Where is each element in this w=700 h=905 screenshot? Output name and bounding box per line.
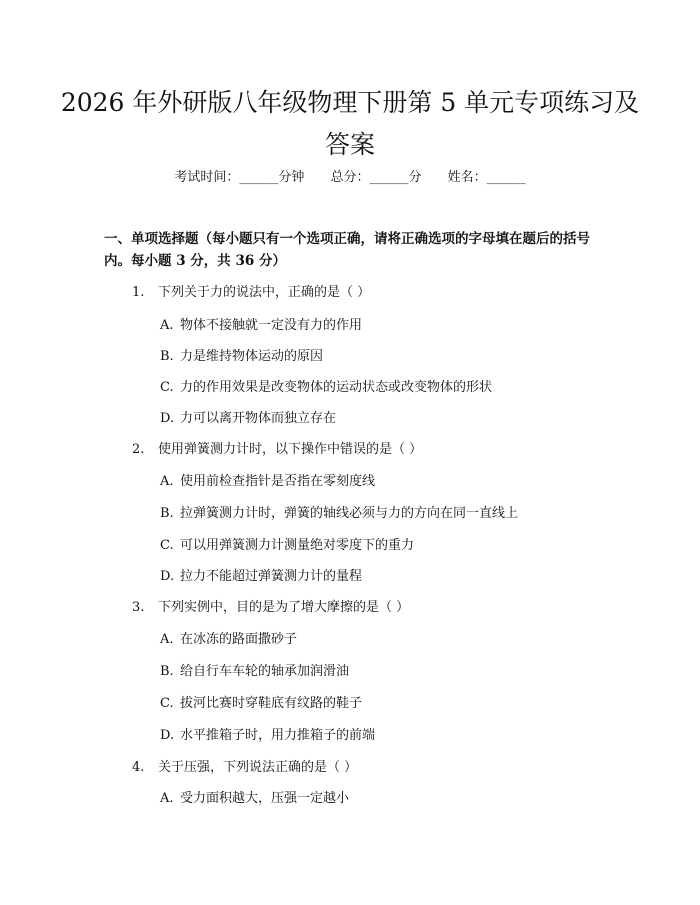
option-letter: A. xyxy=(160,791,174,806)
question-number: 2. xyxy=(132,442,145,457)
option-text: 受力面积越大，压强一定越小 xyxy=(180,791,350,806)
option-2a xyxy=(160,472,375,492)
question-text: 关于压强，下列说法正确的是（ ） xyxy=(158,760,358,775)
option-letter: D. xyxy=(160,411,175,426)
option-text: 拉弹簧测力计时，弹簧的轴线必须与力的方向在同一直线上 xyxy=(180,506,519,521)
option-4a xyxy=(160,789,349,809)
option-letter: D. xyxy=(160,569,175,584)
option-text: 力是维持物体运动的原因 xyxy=(180,349,324,364)
page-title: 2026 年外研版八年级物理下册第 5 单元专项练习及答案 xyxy=(60,88,640,159)
option-letter: D. xyxy=(160,728,175,743)
question-4 xyxy=(132,758,357,778)
question-text: 下列关于力的说法中，正确的是（ ） xyxy=(158,285,371,300)
option-text: 可以用弹簧测力计测量绝对零度下的重力 xyxy=(180,538,415,553)
option-3a xyxy=(160,630,297,650)
option-2d xyxy=(160,567,362,587)
option-text: 给自行车车轮的轴承加润滑油 xyxy=(180,664,350,679)
question-text: 使用弹簧测力计时，以下操作中错误的是（ ） xyxy=(158,442,423,457)
question-3 xyxy=(132,598,409,618)
section-heading: 一、单项选择题（每小题只有一个选项正确，请将正确选项的字母填在题后的括号内。每小题 3 分，共 36 分） xyxy=(104,231,590,269)
option-letter: A. xyxy=(160,632,174,647)
option-text: 在冰冻的路面撒砂子 xyxy=(180,632,298,647)
exam-time-field: 考试时间：______分钟 xyxy=(174,170,305,185)
question-1 xyxy=(132,283,370,303)
question-number: 1. xyxy=(132,285,145,300)
option-letter: A. xyxy=(160,318,174,333)
option-text: 拔河比赛时穿鞋底有纹路的鞋子 xyxy=(180,696,363,711)
exam-meta xyxy=(0,168,700,188)
option-letter: C. xyxy=(160,696,174,711)
option-letter: B. xyxy=(160,664,174,679)
option-3c xyxy=(160,694,362,714)
option-text: 拉力不能超过弹簧测力计的量程 xyxy=(180,569,363,584)
option-text: 力的作用效果是改变物体的运动状态或改变物体的形状 xyxy=(180,380,493,395)
option-letter: A. xyxy=(160,474,174,489)
option-3d xyxy=(160,726,375,746)
total-score-field: 总分：______分 xyxy=(330,170,422,185)
option-text: 水平推箱子时，用力推箱子的前端 xyxy=(180,728,376,743)
option-letter: C. xyxy=(160,538,174,553)
option-text: 使用前检查指针是否指在零刻度线 xyxy=(180,474,376,489)
option-letter: C. xyxy=(160,380,174,395)
student-name-field: 姓名：______ xyxy=(447,170,526,185)
option-1a xyxy=(160,316,362,336)
question-number: 4. xyxy=(132,760,145,775)
question-number: 3. xyxy=(132,600,145,615)
option-letter: B. xyxy=(160,506,174,521)
question-2 xyxy=(132,440,422,460)
option-1c xyxy=(160,378,492,398)
option-text: 物体不接触就一定没有力的作用 xyxy=(180,318,363,333)
option-2c xyxy=(160,536,414,556)
option-1d xyxy=(160,409,336,429)
question-text: 下列实例中，目的是为了增大摩擦的是（ ） xyxy=(158,600,410,615)
option-letter: B. xyxy=(160,349,174,364)
option-3b xyxy=(160,662,349,682)
option-text: 力可以离开物体而独立存在 xyxy=(180,411,337,426)
option-2b xyxy=(160,504,518,524)
option-1b xyxy=(160,347,323,367)
